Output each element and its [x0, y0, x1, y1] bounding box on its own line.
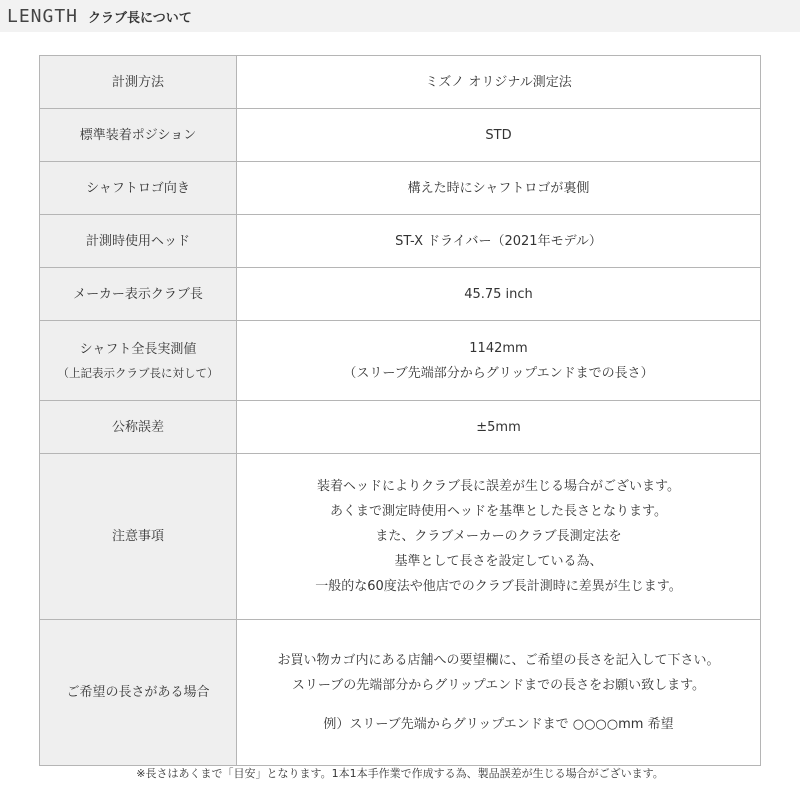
table-row-shaft-logo — [40, 162, 761, 215]
table-row-shaft-actual-length — [40, 321, 761, 401]
table-row-notes — [40, 454, 761, 620]
request-line: お買い物カゴ内にある店舗への要望欄に、ご希望の長さを記入して下さい。 — [277, 653, 720, 668]
row-label: 公称誤差 — [40, 401, 237, 454]
table-row-measurement-head — [40, 215, 761, 268]
row-label: シャフト全長実測値 — [79, 342, 197, 357]
row-label: メーカー表示クラブ長 — [40, 268, 237, 321]
section-subtitle: クラブ長について — [88, 10, 192, 26]
blank-line — [241, 698, 756, 712]
note-line: 基準として長さを設定している為、 — [394, 554, 603, 569]
row-label: 計測方法 — [40, 56, 237, 109]
row-label-note: （上記表示クラブ長に対して） — [57, 366, 219, 380]
row-value-note: （スリーブ先端部分からグリップエンドまでの長さ） — [343, 365, 654, 381]
note-line: 一般的な60度法や他店でのクラブ長計測時に差異が生じます。 — [315, 579, 682, 594]
row-label: 計測時使用ヘッド — [40, 215, 237, 268]
row-value: ミズノ オリジナル測定法 — [237, 56, 761, 109]
note-line: あくまで測定時使用ヘッドを基準とした長さとなります。 — [330, 504, 667, 519]
table-row-measurement-method — [40, 56, 761, 109]
row-value: 構えた時にシャフトロゴが裏側 — [237, 162, 761, 215]
table-row-standard-position — [40, 109, 761, 162]
footnote: ※長さはあくまで「目安」となります。1本1本手作業で作成する為、製品誤差が生じる場合がございます。 — [136, 767, 664, 780]
row-label: シャフトロゴ向き — [40, 162, 237, 215]
section-header — [0, 0, 800, 32]
note-line: また、クラブメーカーのクラブ長測定法を — [375, 529, 622, 544]
club-length-spec-table — [39, 55, 761, 766]
row-label: 標準装着ポジション — [40, 109, 237, 162]
row-label: 注意事項 — [40, 454, 237, 620]
row-label-cell — [40, 321, 237, 401]
row-value: ±5mm — [237, 401, 761, 454]
row-value-cell — [237, 454, 761, 620]
request-example: 例）スリーブ先端からグリップエンドまで ○○○○mm 希望 — [323, 717, 674, 732]
row-value-cell — [237, 321, 761, 401]
row-value: ST-X ドライバー（2021年モデル） — [237, 215, 761, 268]
row-value-cell — [237, 620, 761, 766]
table-row-maker-length — [40, 268, 761, 321]
note-line: 装着ヘッドによりクラブ長に誤差が生じる場合がございます。 — [317, 479, 680, 494]
section-title: LENGTH — [7, 5, 79, 27]
row-value: 1142mm — [469, 340, 528, 356]
table-row-tolerance — [40, 401, 761, 454]
request-line: スリーブの先端部分からグリップエンドまでの長さをお願い致します。 — [291, 678, 706, 693]
row-label: ご希望の長さがある場合 — [40, 620, 237, 766]
row-value: 45.75 inch — [237, 268, 761, 321]
table-row-desired-length — [40, 620, 761, 766]
row-value: STD — [237, 109, 761, 162]
